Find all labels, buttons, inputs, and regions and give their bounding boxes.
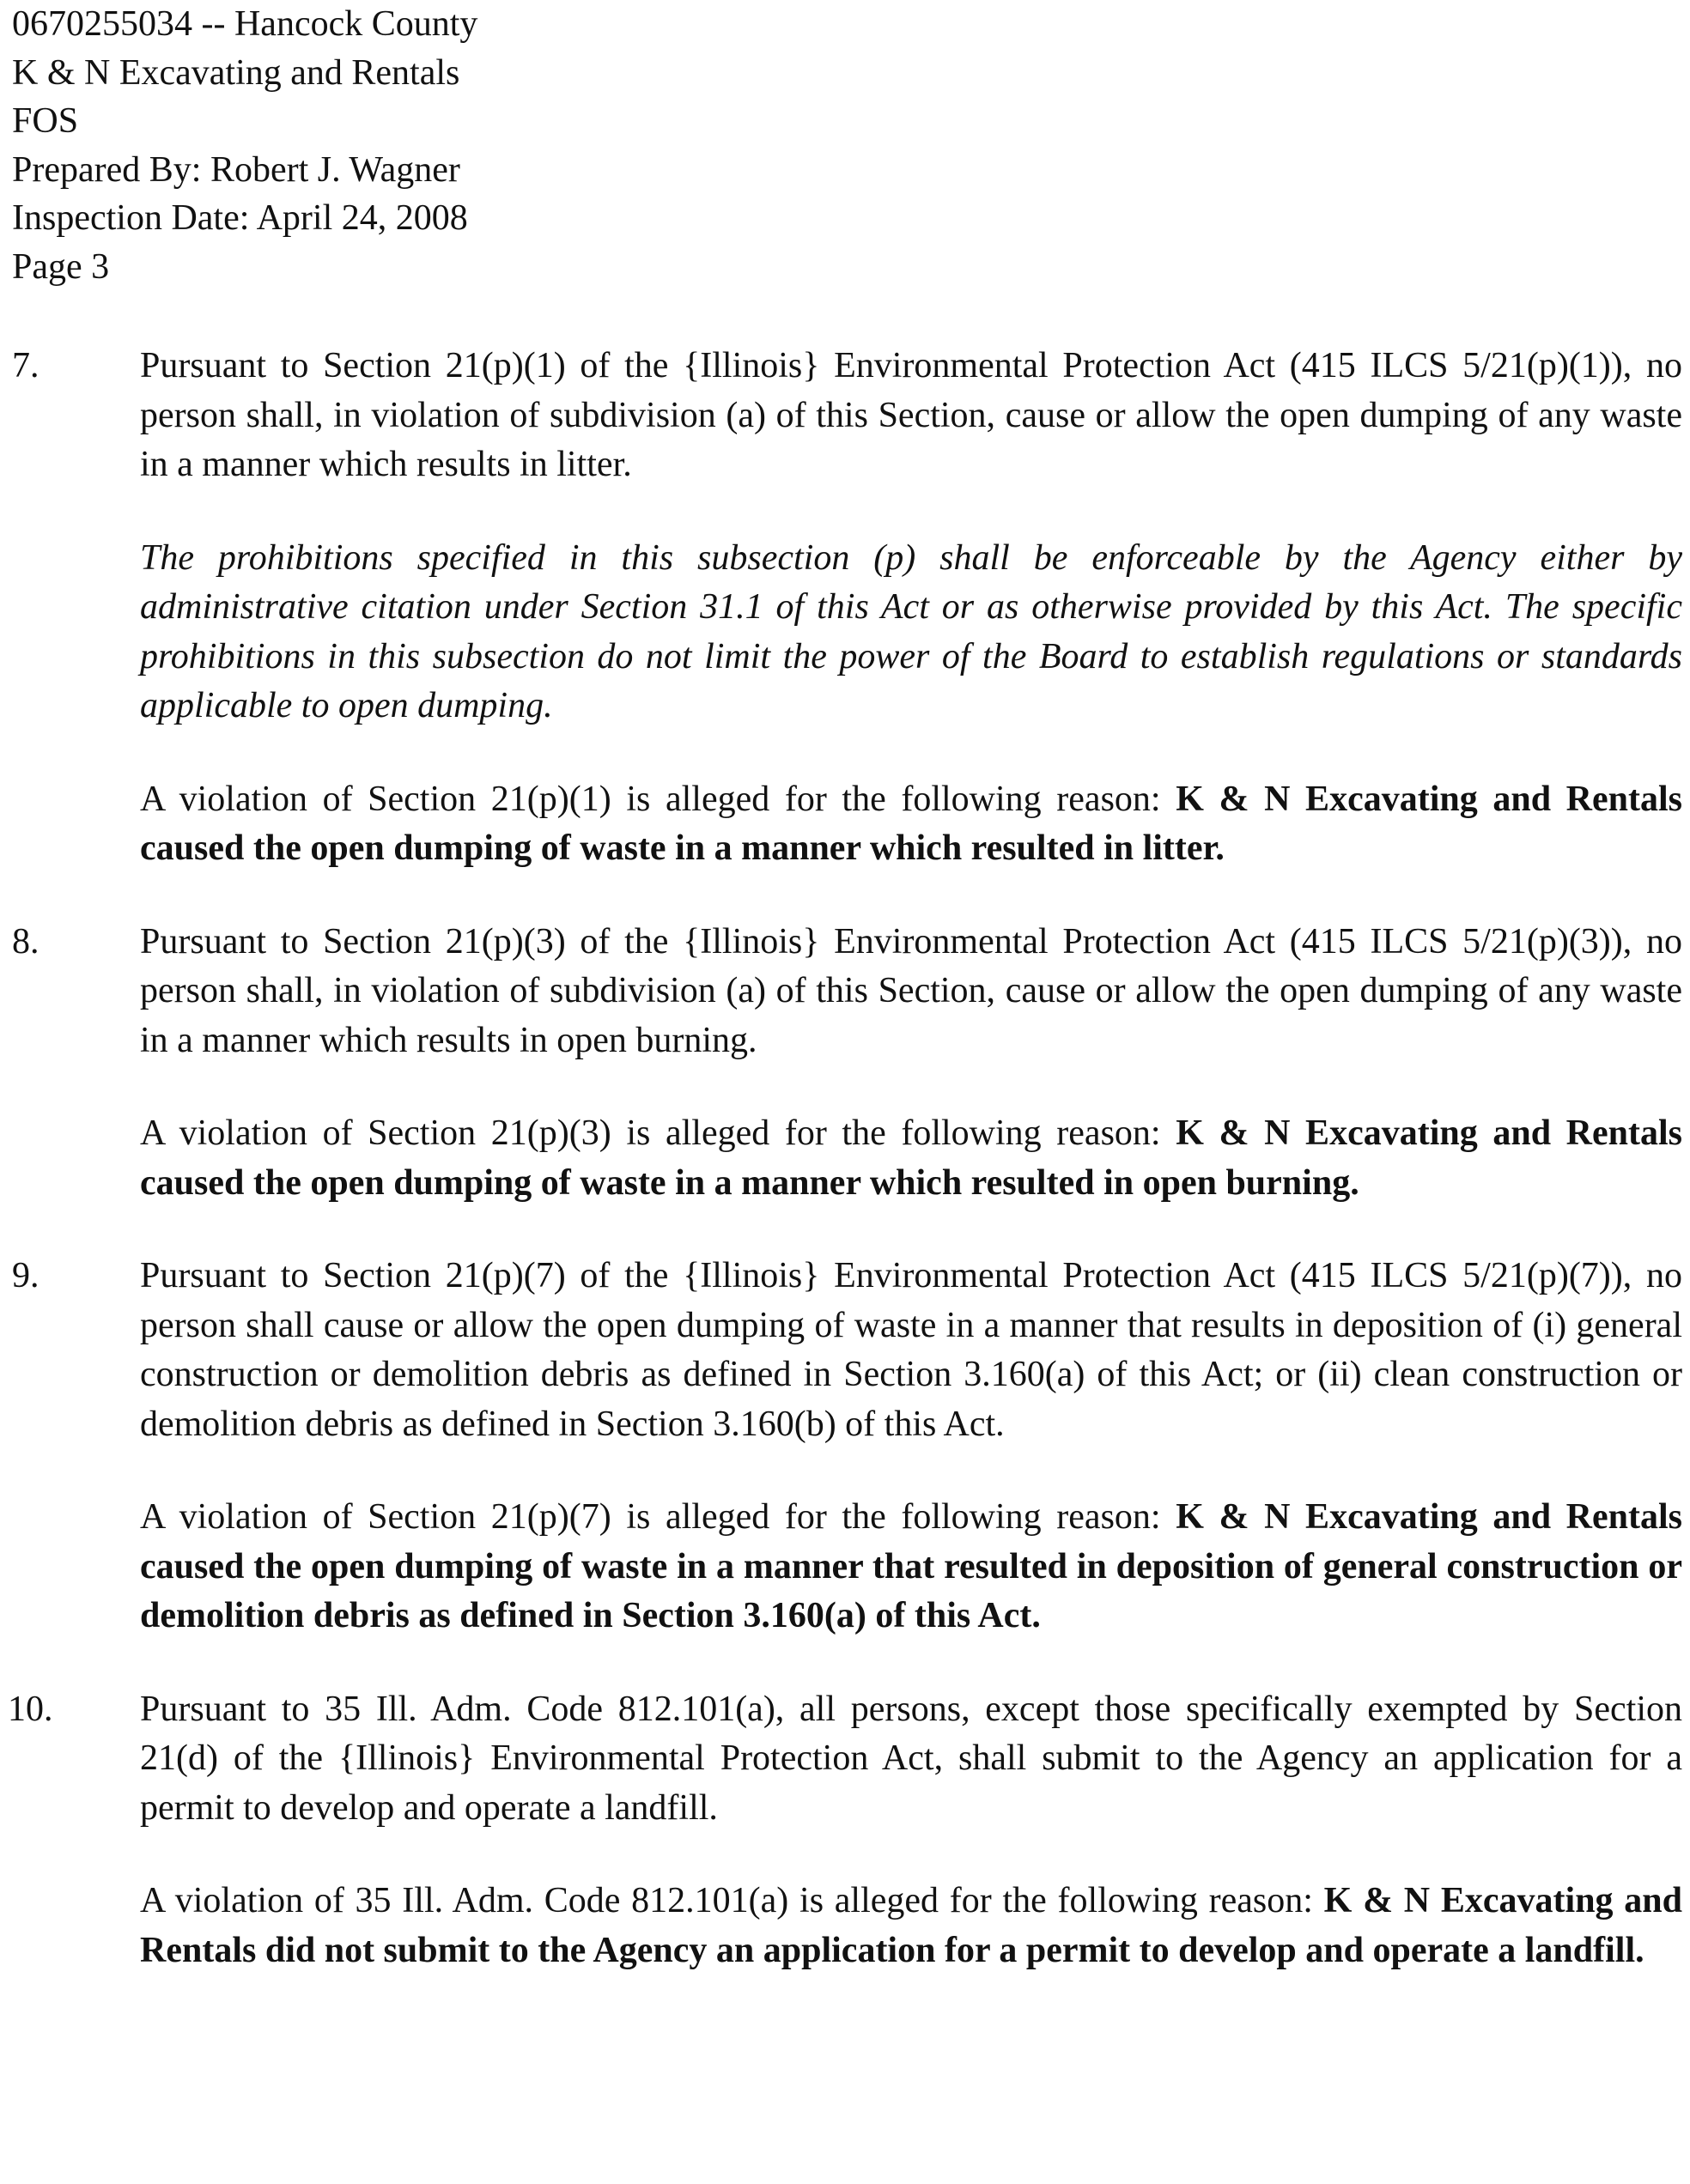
violation-intro: A violation of Section 21(p)(7) is alleged for the following reason: [140,1497,1161,1537]
statute-text: Pursuant to 35 Ill. Adm. Code 812.101(a), all persons, except those specifically exempted by Section 21(d) of the {Illinois} Environmental Protection Act, shall submit to the Agency an application for a permit to develop and operate a landfill. [140,1689,1682,1828]
header-inspection-date: Inspection Date: April 24, 2008 [12,198,468,238]
violation-reason: K & N Excavating and Rentals caused the open dumping of waste in a manner which resulted in open burning. [140,1113,1683,1203]
violation-intro: A violation of Section 21(p)(1) is alleged for the following reason: [140,779,1161,819]
statute-text: Pursuant to Section 21(p)(1) of the {Illinois} Environmental Protection Act (415 ILCS 5/21(p)(1)), no person shall, in violation of subdivision (a) of this Section, cause or allow the open dumping of any waste in a manner which results in litter. [140,346,1682,484]
item-number: 8. [12,921,40,962]
violation-reason: K & N Excavating and Rentals caused the open dumping of waste in a manner which resulted in litter. [140,779,1683,868]
violation-statement [140,1877,1682,1975]
violation-statement [140,1109,1682,1208]
statute-text: Pursuant to Section 21(p)(3) of the {Illinois} Environmental Protection Act (415 ILCS 5/21(p)(3)), no person shall, in violation of subdivision (a) of this Section, cause or allow the open dumping of any waste in a manner which results in open burning. [140,921,1682,1060]
document-header [12,0,477,291]
header-prepared-by: Prepared By: Robert J. Wagner [12,149,460,190]
item-number: 10. [8,1689,53,1729]
statute-note: The prohibitions specified in this subsection (p) shall be enforceable by the Agency either by administrative citation under Section 31.1 of this Act or as otherwise provided by this Act. The specific prohibitions in this subsection do not limit the power of the Board to establish regulations or standards applicable to open dumping. [140,537,1682,725]
violation-item-10 [0,1685,1690,1976]
violation-reason: K & N Excavating and Rentals caused the open dumping of waste in a manner that resulted in deposition of general construction or demolition debris as defined in Section 3.160(a) of this Act. [140,1497,1683,1635]
header-facility-name: K & N Excavating and Rentals [12,52,460,93]
item-number: 7. [12,346,40,385]
violation-intro: A violation of Section 21(p)(3) is alleged for the following reason: [140,1113,1161,1153]
header-site-id: 0670255034 -- Hancock County [12,4,478,44]
violation-statement [140,1493,1682,1641]
violation-statement [140,775,1682,874]
item-number: 9. [12,1256,40,1295]
header-report-type: FOS [12,101,79,141]
violation-item-8 [0,918,1690,1209]
violation-item-7 [0,342,1690,874]
violation-intro: A violation of 35 Ill. Adm. Code 812.101(a) is alleged for the following reason: [140,1881,1313,1920]
statute-text: Pursuant to Section 21(p)(7) of the {Illinois} Environmental Protection Act (415 ILCS 5/21(p)(7)), no person shall cause or allow the open dumping of waste in a manner that results in deposition of (i) general construction or demolition debris as defined in Section 3.160(a) of this Act; or (ii) clean construction or demolition debris as defined in Section 3.160(b) of this Act. [140,1256,1682,1444]
violation-reason: K & N Excavating and Rentals did not submit to the Agency an application for a permit to develop and operate a landfill. [140,1881,1683,1970]
header-page-number: Page 3 [12,246,110,287]
violation-item-9 [0,1252,1690,1641]
violation-list [0,342,1690,2019]
